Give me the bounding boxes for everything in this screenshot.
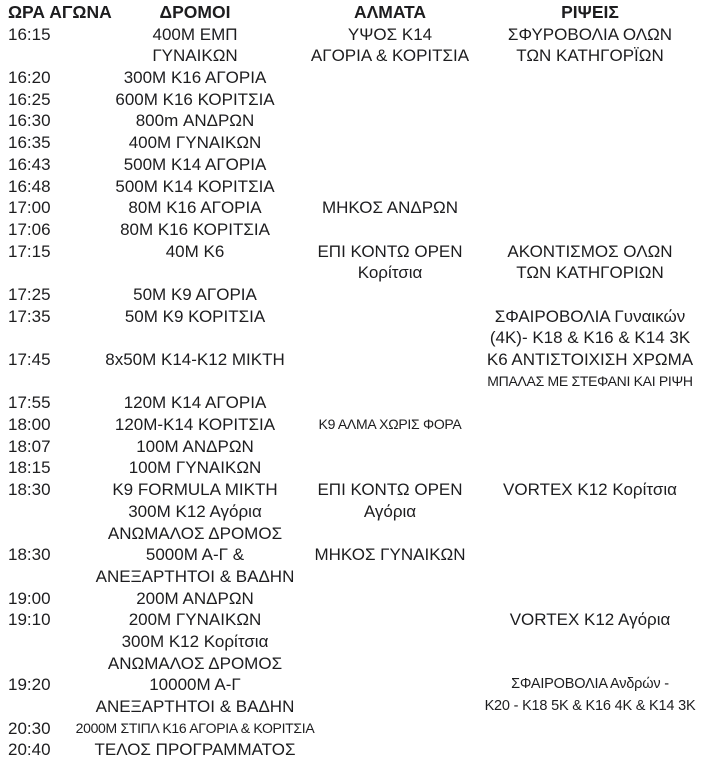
schedule-row (0, 176, 720, 198)
runs-cell: 120Μ-Κ14 ΚΟΡΙΤΣΙΑ (114, 415, 276, 435)
runs-cell: 500Μ Κ14 ΑΓΟΡΙΑ (123, 154, 267, 174)
runs-cell: ΑΝΩΜΑΛΟΣ ΔΡΟΜΟΣ (107, 523, 283, 543)
throws-cell: (4Κ)- Κ18 & Κ16 & Κ14 3Κ (489, 328, 691, 348)
time-cell: 19:20 (8, 675, 51, 695)
jumps-cell: ΜΗΚΟΣ ΑΝΔΡΩΝ (321, 198, 459, 218)
throws-cell: ΤΩΝ ΚΑΤΗΓΟΡΙΩΝ (516, 263, 664, 283)
runs-cell: Κ9 FORMULA ΜΙΚΤΗ (112, 480, 278, 500)
schedule-row (0, 67, 720, 89)
jumps-cell: ΜΗΚΟΣ ΓΥΝΑΙΚΩΝ (314, 545, 466, 565)
time-cell: 17:06 (8, 219, 51, 239)
time-cell: 16:30 (8, 111, 51, 131)
column-header-jumps: ΑΛΜΑΤΑ (353, 2, 427, 22)
jumps-cell: Κορίτσια (357, 263, 423, 283)
schedule-row (0, 501, 720, 523)
column-header-time: ΩΡΑ ΑΓΩΝΑ (8, 2, 112, 22)
runs-cell: ΓΥΝΑΙΚΩΝ (152, 46, 238, 66)
schedule-row (0, 262, 720, 284)
schedule-row (0, 197, 720, 219)
schedule-row (0, 89, 720, 111)
runs-cell: 300Μ Κ12 Αγόρια (128, 501, 262, 521)
schedule-row (0, 523, 720, 545)
schedule-row (0, 24, 720, 46)
column-header-runs: ΔΡΟΜΟΙ (159, 2, 231, 22)
runs-cell: 100Μ ΑΝΔΡΩΝ (136, 436, 254, 456)
jumps-cell: Αγόρια (363, 501, 417, 521)
throws-cell: ΣΦΑΙΡΟΒΟΛΙΑ Ανδρών - (511, 676, 669, 693)
runs-cell: 200Μ ΑΝΔΡΩΝ (136, 588, 254, 608)
time-cell: 17:35 (8, 306, 51, 326)
throws-cell: Κ6 ΑΝΤΙΣΤΟΙΧΙΣΗ ΧΡΩΜΑ (486, 350, 694, 369)
schedule-row (0, 739, 720, 761)
runs-cell: 80Μ Κ16 ΑΓΟΡΙΑ (128, 198, 262, 218)
time-cell: 17:15 (8, 241, 51, 261)
schedule-row (0, 306, 720, 328)
runs-cell: 50Μ Κ9 ΚΟΡΙΤΣΙΑ (124, 306, 266, 326)
time-cell: 18:00 (8, 415, 51, 435)
time-cell: 20:30 (8, 718, 51, 738)
schedule-row (0, 457, 720, 479)
throws-cell: ΑΚΟΝΤΙΣΜΟΣ ΟΛΩΝ (507, 241, 673, 261)
time-cell: 18:30 (8, 545, 51, 565)
runs-cell: 200Μ ΓΥΝΑΙΚΩΝ (128, 610, 262, 630)
runs-cell: 300Μ Κ12 Κορίτσια (121, 631, 269, 651)
time-cell: 16:15 (8, 24, 51, 44)
throws-cell: VORTEX Κ12 Αγόρια (509, 610, 671, 630)
time-cell: 16:48 (8, 176, 51, 196)
schedule-row (0, 696, 720, 718)
runs-cell: 300Μ Κ16 ΑΓΟΡΙΑ (123, 68, 267, 88)
schedule-row (0, 132, 720, 154)
schedule-row (0, 241, 720, 263)
throws-cell: Κ20 - Κ18 5Κ & Κ16 4Κ & Κ14 3Κ (484, 698, 696, 714)
schedule-row (0, 718, 720, 740)
runs-cell: 40Μ Κ6 (165, 241, 225, 261)
schedule-row (0, 327, 720, 349)
schedule-row (0, 349, 720, 371)
jumps-cell: ΑΓΟΡΙΑ & ΚΟΡΙΤΣΙΑ (310, 46, 470, 66)
jumps-cell: ΥΨΟΣ Κ14 (347, 24, 433, 44)
runs-cell: 10000Μ Α-Γ (149, 675, 241, 695)
schedule-row (0, 544, 720, 566)
runs-cell: 5000Μ Α-Γ & (145, 545, 245, 565)
runs-cell: 120Μ Κ14 ΑΓΟΡΙΑ (123, 393, 267, 413)
schedule-row (0, 479, 720, 501)
runs-cell: 400Μ ΕΜΠ (152, 24, 238, 44)
schedule-row (0, 674, 720, 696)
time-cell: 17:25 (8, 284, 51, 304)
runs-cell: 600Μ Κ16 ΚΟΡΙΤΣΙΑ (115, 89, 275, 109)
time-cell: 16:25 (8, 89, 51, 109)
jumps-cell: Κ9 ΑΛΜΑ ΧΩΡΙΣ ΦΟΡΑ (318, 416, 462, 433)
time-cell: 17:55 (8, 393, 51, 413)
runs-cell: 2000Μ ΣΤΙΠΛ Κ16 ΑΓΟΡΙΑ & ΚΟΡΙΤΣΙΑ (75, 719, 315, 736)
runs-cell: 500Μ Κ14 ΚΟΡΙΤΣΙΑ (115, 176, 275, 196)
schedule-header-row (0, 2, 720, 24)
time-cell: 16:20 (8, 68, 51, 88)
time-cell: 17:45 (8, 350, 51, 369)
throws-cell: ΣΦΥΡΟΒΟΛΙΑ ΟΛΩΝ (507, 24, 673, 44)
time-cell: 18:30 (8, 480, 51, 500)
runs-cell: 8x50Μ Κ14-Κ12 ΜΙΚΤΗ (105, 350, 285, 369)
throws-cell: ΤΩΝ ΚΑΤΗΓΟΡΪΩΝ (516, 46, 664, 66)
runs-cell: 80Μ Κ16 ΚΟΡΙΤΣΙΑ (120, 219, 270, 239)
schedule-rows (0, 24, 720, 761)
schedule-row (0, 414, 720, 436)
time-cell: 18:15 (8, 458, 51, 478)
throws-cell: VORTEX Κ12 Κορίτσια (503, 480, 677, 500)
time-cell: 18:07 (8, 436, 51, 456)
time-cell: 19:10 (8, 610, 51, 630)
runs-cell: ΑΝΕΞΑΡΤΗΤΟΙ & ΒΑΔΗΝ (95, 697, 295, 716)
schedule-row (0, 653, 720, 675)
runs-cell: 800m ΑΝΔΡΩΝ (135, 111, 255, 131)
runs-cell: 400Μ ΓΥΝΑΙΚΩΝ (128, 133, 262, 153)
schedule-row (0, 631, 720, 653)
schedule-row (0, 436, 720, 458)
time-cell: 19:00 (8, 588, 51, 608)
runs-cell: ΑΝΩΜΑΛΟΣ ΔΡΟΜΟΣ (107, 653, 283, 673)
time-cell: 20:40 (8, 740, 51, 760)
runs-cell: 50Μ Κ9 ΑΓΟΡΙΑ (133, 284, 257, 304)
schedule-row (0, 219, 720, 241)
runs-cell: ΑΝΕΞΑΡΤΗΤΟΙ & ΒΑΔΗΝ (95, 566, 295, 586)
schedule-row (0, 284, 720, 306)
schedule-row (0, 45, 720, 67)
column-header-throws: ΡΙΨΕΙΣ (561, 2, 619, 22)
schedule-row (0, 392, 720, 414)
runs-cell: 100Μ ΓΥΝΑΙΚΩΝ (128, 458, 262, 478)
schedule-row (0, 609, 720, 631)
schedule-row (0, 566, 720, 588)
time-cell: 17:00 (8, 198, 51, 218)
jumps-cell: ΕΠΙ ΚΟΝΤΩ OPEN (317, 480, 463, 500)
schedule-row (0, 154, 720, 176)
throws-cell: ΜΠΑΛΑΣ ΜΕ ΣΤΕΦΑΝΙ ΚΑΙ ΡΙΨΗ (487, 372, 693, 389)
time-cell: 16:35 (8, 133, 51, 153)
jumps-cell: ΕΠΙ ΚΟΝΤΩ OPEN (317, 241, 463, 261)
time-cell: 16:43 (8, 154, 51, 174)
schedule-row (0, 588, 720, 610)
throws-cell: ΣΦΑΙΡΟΒΟΛΙΑ Γυναικών (494, 306, 686, 326)
schedule-row (0, 110, 720, 132)
schedule-row (0, 371, 720, 393)
runs-cell: ΤΕΛΟΣ ΠΡΟΓΡΑΜΜΑΤΟΣ (94, 740, 296, 760)
